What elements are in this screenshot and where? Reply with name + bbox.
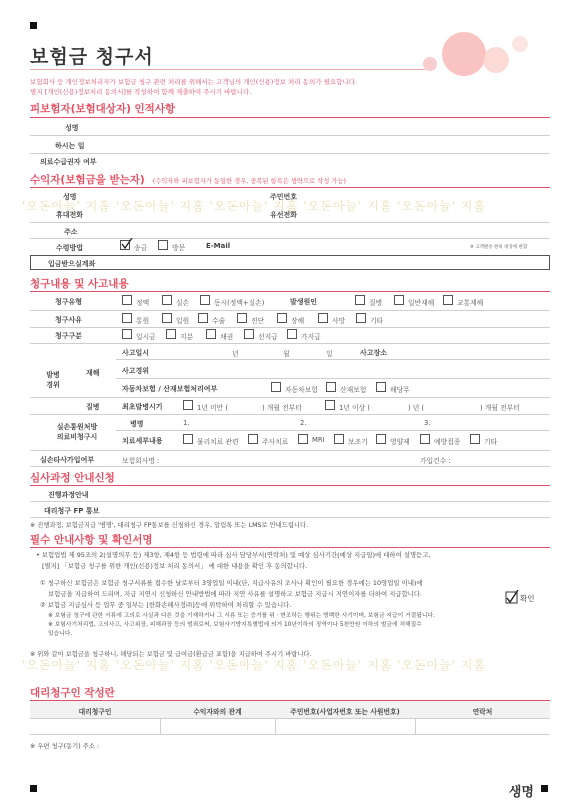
section-review-title: 심사과정 안내신청 bbox=[30, 472, 115, 484]
cause-option: 질병 bbox=[369, 299, 383, 307]
email-label: E-Mail bbox=[206, 242, 231, 250]
treatment-option: 영양제 bbox=[390, 438, 410, 446]
intro-text: 보험회사 등 개인정보처리자가 보험금 청구 관련 처리를 위해서는 고객님의 개인(신용)정보 처리 동의가 필요합니다. 별지 [개인(신용)정보처리 동의서]를 작성하여 함께 제출하여 주시기 바랍니다. bbox=[30, 78, 358, 96]
reason-checkbox-4[interactable] bbox=[237, 313, 247, 323]
proxy-col-divider bbox=[160, 718, 161, 734]
reason-option: 기타 bbox=[370, 317, 384, 325]
remit-label: 송금 bbox=[134, 244, 148, 252]
reason-checkbox-5[interactable] bbox=[277, 313, 287, 323]
industrial-insurance-checkbox[interactable] bbox=[326, 382, 336, 392]
first-diagnosis-label: 최초발병시기 bbox=[122, 403, 163, 411]
closing-note: ※ 위와 같이 보험금을 청구하니, 해당되는 보험금 및 급여금(환급금 포함)을 지급하여 주시기 바랍니다. bbox=[30, 651, 312, 658]
kind-option: 선지급 bbox=[258, 333, 278, 341]
section-rule bbox=[30, 291, 550, 292]
month-label: 월 bbox=[283, 350, 290, 358]
section-rule bbox=[30, 485, 550, 486]
treatment-option: 물리치료 관련 bbox=[197, 438, 239, 446]
receive-method-label: 수령방법 bbox=[56, 244, 84, 252]
reason-option: 통원 bbox=[136, 317, 150, 325]
over-one-year-end: ) 개월 전부터 bbox=[480, 404, 520, 412]
treatment-checkbox-5[interactable] bbox=[376, 434, 386, 444]
company-signature: 생명 bbox=[508, 785, 534, 800]
treatment-checkbox-4[interactable] bbox=[334, 434, 344, 444]
section-rule bbox=[30, 547, 550, 548]
disease-num-1: 1. bbox=[183, 419, 190, 427]
disease-label: 질병 bbox=[86, 403, 100, 411]
page-title: 보험금 청구서 bbox=[30, 46, 154, 68]
claim-type-option: 동시(정액+실손) bbox=[214, 299, 265, 307]
insured-job-label: 하시는 일 bbox=[55, 142, 85, 150]
section-beneficiary-title: 수익자(보험금을 받는자) (수익자와 피보험자가 동일한 경우, 중복된 항목은 생략으로 작성 가능) bbox=[30, 174, 346, 186]
other-insurer-label: 보험회사명 : bbox=[122, 457, 160, 465]
beneficiary-name-label: 성명 bbox=[63, 193, 77, 201]
reason-label: 청구사유 bbox=[55, 316, 83, 324]
insurance-processing-label: 자동차보험 / 산재보험처리여부 bbox=[122, 385, 218, 393]
section-rule bbox=[30, 187, 550, 188]
reason-option: 수술 bbox=[212, 317, 226, 325]
row-rule bbox=[30, 734, 550, 735]
treatment-option: MRI bbox=[312, 436, 325, 444]
row-rule bbox=[30, 414, 550, 415]
disease-name-label: 병명 bbox=[130, 420, 144, 428]
decorative-circles bbox=[400, 30, 540, 80]
beneficiary-mobile-label: 휴대전화 bbox=[56, 211, 84, 219]
auto-insurance-checkbox[interactable] bbox=[271, 382, 281, 392]
required-bullet: • 보험업법 제 95조의 2(설명의무 등) 제3항, 제4항 등 법령에 따라 심사 담당부서(연락처) 및 예상 심사기간(예상 지급일)에 대하여 설명듣고, [별지] 「보험금 청구를 위한 개인(신용)정보 처리 동의서」 에 대한 내용을 확인 후 동의합니다. bbox=[36, 551, 431, 570]
watermark-row: '오돈아늘' 지홈 '오돈아늘' 지홈 '오돈아늘' 지홈 '오돈아늘' 지홈 '오돈아늘' 지홈 bbox=[22, 199, 487, 213]
kind-option: 가지급 bbox=[301, 333, 321, 341]
visit-label: 방문 bbox=[172, 244, 186, 252]
progress-notice-label: 진행과정안내 bbox=[48, 491, 89, 499]
occurrence-label: 발병 경위 bbox=[46, 371, 60, 389]
kind-option: 일시금 bbox=[136, 333, 156, 341]
claim-type-option: 실손 bbox=[176, 299, 190, 307]
fp-notice-label: 대리청구 FP 통보 bbox=[44, 507, 100, 515]
row-rule bbox=[30, 327, 550, 328]
reason-checkbox-7[interactable] bbox=[356, 313, 366, 323]
treatment-checkbox-1[interactable] bbox=[183, 434, 193, 444]
confirm-label: 확인 bbox=[520, 594, 535, 603]
other-insurance-label: 실손타사가입여부 bbox=[40, 456, 95, 464]
visit-checkbox[interactable] bbox=[158, 240, 168, 250]
section-rule bbox=[30, 117, 550, 118]
email-note: ※ 고객발송 원비 대상에 한함 bbox=[470, 245, 528, 250]
check-icon bbox=[505, 590, 519, 604]
under-one-year-label: 1년 미만 ( bbox=[197, 404, 228, 412]
section-insured-title: 피보험자(보험대상자) 인적사항 bbox=[30, 103, 176, 115]
day-label: 일 bbox=[326, 350, 333, 358]
title-rule bbox=[30, 69, 425, 70]
section-proxy-title: 대리청구인 작성란 bbox=[30, 687, 115, 699]
treatment-checkbox-7[interactable] bbox=[470, 434, 480, 444]
review-note: ※ 진행과정, 보험금지급 '병명', 대리청구 FP통보를 신청하신 경우, 알림톡 또는 LMS로 안내드립니다. bbox=[30, 522, 309, 529]
warning-text: ※ 보험금 청구에 관한 서류에 고의로 사실과 다른 것을 기재하거나 그 서류 또는 증거를 위 · 변조하는 행위는 명백한 사기이며, 보험금 지급이 거절됩니다. ※ 보험사기처리법, 고의사고, 사고위장, 피해과장 등의 범죄로써, 보험사기방지특별법에 의거 10년이하의 징역이나 5천만원 이하의 벌금에 처해질수 있습니다. bbox=[48, 613, 435, 637]
row-rule bbox=[116, 359, 550, 360]
insured-medical-aid-label: 의료수급권자 여부 bbox=[40, 158, 97, 166]
claim-type-checkbox-3[interactable] bbox=[200, 295, 210, 305]
accident-place-label: 사고장소 bbox=[360, 349, 388, 357]
section-claim-title: 청구내용 및 사고내용 bbox=[30, 278, 129, 290]
proxy-col-header: 수익자와의 관계 bbox=[193, 708, 242, 716]
auto-insurance-label: 자동차보험 bbox=[285, 386, 318, 394]
disease-num-2: 2. bbox=[300, 419, 307, 427]
claim-type-checkbox-2[interactable] bbox=[162, 295, 172, 305]
required-items: ① 청구하신 보험금은 보험금 청구서류를 접수한 날로부터 3영업일 이내(단, 지급사유의 조사나 확인이 필요한 경우에는 10영업일 이내)에 보험금을 지급하여 드리며, 지급 지연시 신청하신 안내방법에 따라 지연 사유를 설명하고 보험금 지급시 지연이자를 더하여 지급합니다. ② 보험금 지급심사 등 업무 중 일부는 [한화손해사정㈜]등에 위탁하여 처리할 수 있습니다. bbox=[40, 579, 423, 609]
row-rule bbox=[30, 718, 550, 719]
reason-option: 입원 bbox=[176, 317, 190, 325]
beneficiary-address-label: 주소 bbox=[64, 228, 78, 236]
proxy-col-divider bbox=[415, 718, 416, 734]
claim-type-checkbox-1[interactable] bbox=[122, 295, 132, 305]
beneficiary-phone-label: 유선전화 bbox=[270, 211, 298, 219]
kind-option: 채권 bbox=[220, 333, 234, 341]
over-one-year-label: 1년 이상 ( bbox=[339, 404, 370, 412]
proxy-col-header: 주민번호(사업자번호 또는 사원번호) bbox=[290, 708, 400, 716]
kind-checkbox-3[interactable] bbox=[206, 329, 216, 339]
kind-label: 청구구분 bbox=[55, 332, 83, 340]
accident-course-label: 사고경위 bbox=[122, 367, 150, 375]
cause-checkbox-1[interactable] bbox=[355, 295, 365, 305]
row-rule bbox=[30, 517, 550, 518]
row-rule bbox=[30, 450, 550, 451]
row-rule bbox=[116, 430, 550, 431]
row-rule bbox=[116, 378, 550, 379]
proxy-col-divider bbox=[275, 718, 276, 734]
year-label: 년 bbox=[232, 350, 239, 358]
reason-option: 장해 bbox=[291, 317, 305, 325]
kind-checkbox-1[interactable] bbox=[122, 329, 132, 339]
accident-date-label: 사고일시 bbox=[122, 349, 150, 357]
beneficiary-resident-label: 주민번호 bbox=[270, 193, 298, 201]
treatment-checkbox-6[interactable] bbox=[420, 434, 430, 444]
row-rule bbox=[30, 466, 550, 467]
account-box[interactable] bbox=[30, 255, 550, 270]
kind-checkbox-4[interactable] bbox=[244, 329, 254, 339]
kind-checkbox-2[interactable] bbox=[166, 329, 176, 339]
proxy-col-header: 대리청구인 bbox=[78, 708, 112, 716]
row-rule bbox=[30, 153, 550, 154]
under-one-year-end: ) 개월 전부터 bbox=[262, 404, 302, 412]
cause-checkbox-3[interactable] bbox=[443, 295, 453, 305]
none-checkbox[interactable] bbox=[376, 382, 386, 392]
account-label: 입금받으실계좌 bbox=[48, 260, 96, 268]
treatment-option: 예방접종 bbox=[434, 438, 461, 446]
treatment-option: 주사치료 bbox=[262, 438, 289, 446]
registration-mark-top-left bbox=[30, 22, 37, 29]
none-label: 해당무 bbox=[390, 386, 410, 394]
under-one-year-checkbox[interactable] bbox=[183, 400, 193, 410]
row-rule bbox=[30, 222, 550, 223]
proxy-col-header: 연락처 bbox=[472, 708, 493, 716]
cause-label: 발생원인 bbox=[290, 298, 318, 306]
reason-checkbox-3[interactable] bbox=[198, 313, 208, 323]
mail-note: ※ 우편 청구(동기) 주소 : bbox=[30, 743, 99, 750]
other-count-label: 가입건수 : bbox=[420, 457, 451, 465]
claim-type-option: 정액 bbox=[136, 299, 150, 307]
treatment-option: 보조기 bbox=[348, 438, 368, 446]
reason-checkbox-6[interactable] bbox=[318, 313, 328, 323]
hospital-claim-label: 실손통원처방 의료비청구시 bbox=[56, 423, 98, 441]
reason-option: 사망 bbox=[332, 317, 346, 325]
insured-name-label: 성명 bbox=[65, 124, 79, 132]
reason-checkbox-2[interactable] bbox=[162, 313, 172, 323]
industrial-insurance-label: 산재보험 bbox=[340, 386, 367, 394]
watermark-row: '오돈아늘' 지홈 '오돈아늘' 지홈 '오돈아늘' 지홈 '오돈아늘' 지홈 '오돈아늘' 지홈 bbox=[22, 658, 487, 672]
disaster-label: 재해 bbox=[86, 369, 100, 377]
cause-checkbox-2[interactable] bbox=[394, 295, 404, 305]
remit-checkbox[interactable] bbox=[120, 240, 130, 250]
treatment-checkbox-2[interactable] bbox=[248, 434, 258, 444]
disease-num-3: 3. bbox=[424, 419, 431, 427]
treatment-checkbox-3[interactable] bbox=[298, 434, 308, 444]
section-required-title: 필수 안내사항 및 확인서명 bbox=[30, 534, 153, 546]
reason-option: 진단 bbox=[251, 317, 265, 325]
row-rule bbox=[30, 135, 550, 136]
registration-mark-bottom-left bbox=[30, 785, 37, 792]
row-rule bbox=[30, 501, 550, 502]
kind-checkbox-5[interactable] bbox=[287, 329, 297, 339]
registration-mark-bottom-right bbox=[541, 785, 548, 792]
cause-option: 일반재해 bbox=[408, 299, 435, 307]
treatment-detail-label: 치료세부내용 bbox=[122, 437, 163, 445]
treatment-option: 기타 bbox=[484, 438, 498, 446]
row-rule bbox=[30, 238, 550, 239]
row-rule bbox=[30, 343, 550, 344]
over-one-year-mid: ) 년 ( bbox=[408, 404, 425, 412]
claim-type-label: 청구유형 bbox=[55, 298, 83, 306]
kind-option: 지분 bbox=[180, 333, 194, 341]
over-one-year-checkbox[interactable] bbox=[325, 400, 335, 410]
row-rule bbox=[30, 310, 550, 311]
check-icon bbox=[121, 238, 133, 250]
confirm-box[interactable] bbox=[505, 590, 539, 606]
cause-option: 교통재해 bbox=[457, 299, 484, 307]
row-rule bbox=[30, 397, 550, 398]
reason-checkbox-1[interactable] bbox=[122, 313, 132, 323]
